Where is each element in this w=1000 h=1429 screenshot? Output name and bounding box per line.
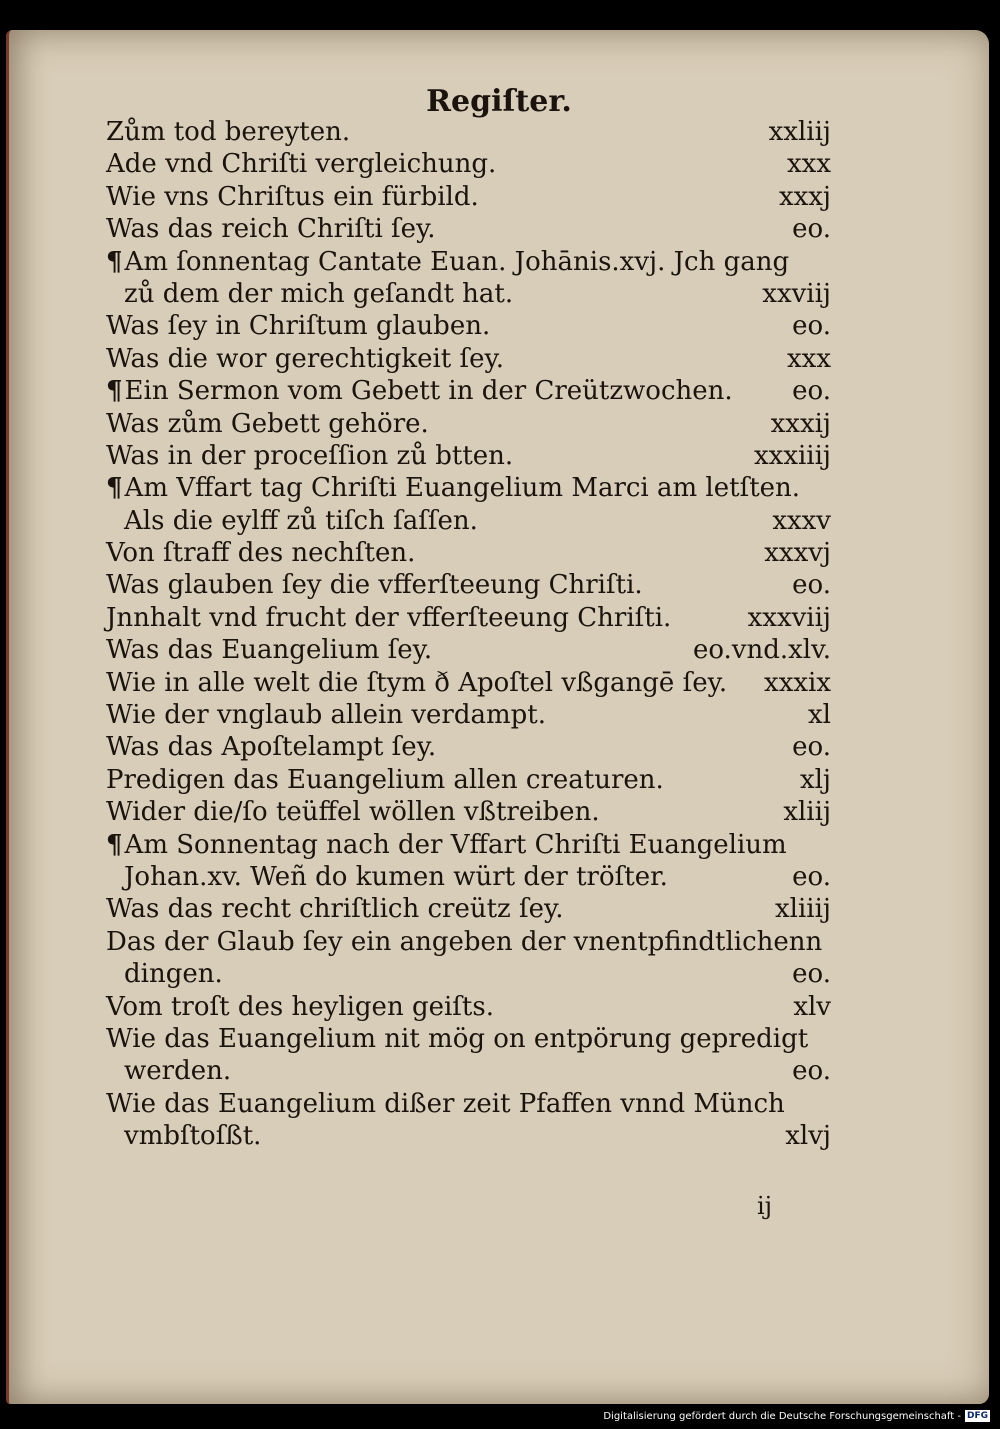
dfg-logo: DFG [966,1411,988,1421]
dfg-credit [603,1410,990,1422]
entry-text [106,765,664,795]
entry-page-ref: eo. [792,732,831,763]
entry-page-ref: xl [808,700,831,731]
entry-title: Jnnhalt vnd frucht der vfferſteeung Chriſti. [106,602,672,633]
register-entry [106,181,831,213]
entry-page-ref: eo.vnd.xlv. [692,635,831,666]
entry-text [106,603,671,633]
register-entry [106,602,831,634]
entry-page-ref: xxxj [778,181,831,212]
entry-title: Was in der proceſſion zů btten. [106,440,514,471]
register-list [106,116,831,1153]
book-page [6,30,989,1404]
entry-title: Was die wor gerechtigkeit ſey. [106,343,505,374]
entry-text [106,311,490,341]
entry-text [106,1056,231,1086]
register-entry [106,440,831,472]
entry-text [106,149,496,179]
entry-text [106,409,429,439]
register-entry [106,634,831,666]
entry-text [106,635,432,665]
register-entry [106,861,831,893]
register-entry [106,667,831,699]
entry-text [106,214,436,244]
entry-title: Ein Sermon vom Gebett in der Creützwochen. [124,376,733,407]
folio-signature: ij [757,1192,773,1220]
register-entry [106,343,831,375]
entry-page-ref: xxxiiij [754,440,831,471]
entry-title: Johan.xv. Weñ do kumen würt der tröſter. [124,861,668,892]
page-header: Regiſter. [426,84,572,119]
entry-page-ref: xxxij [770,408,831,439]
entry-title: Als die eylff zů tiſch ſaſſen. [124,505,478,536]
pilcrow-icon: ¶ [106,829,123,860]
register-entry [106,1023,831,1055]
entry-title: Was zům Gebett gehöre. [106,408,429,439]
register-entry [106,278,831,310]
entry-text [125,247,790,277]
register-entry [106,505,831,537]
entry-page-ref: eo. [792,311,831,342]
entry-page-ref: xlvj [785,1121,831,1152]
entry-page-ref: xxx [787,343,831,374]
entry-title: werden. [124,1056,232,1087]
register-entry [106,116,831,148]
register-entry [106,148,831,180]
entry-title: Wie in alle welt die ſtym ð Apoſtel vßgangē ſey. [106,667,728,698]
entry-title: Wie vns Chriſtus ein fürbild. [106,181,479,212]
entry-title: zů dem der mich geſandt hat. [124,278,514,309]
entry-text [106,862,668,892]
entry-text [106,797,600,827]
entry-text [106,506,478,536]
entry-title: Wie das Euangelium dißer zeit Pfaffen vnnd Münch [106,1088,785,1119]
entry-page-ref: eo. [792,570,831,601]
register-entry [106,1120,831,1152]
register-entry [106,958,831,990]
register-entry [106,893,831,925]
entry-text [106,538,415,568]
register-entry [106,213,831,245]
register-entry [106,472,831,504]
entry-text [106,1121,261,1151]
entry-title: Was ſey in Chriſtum glauben. [106,311,491,342]
register-entry [106,926,831,958]
pilcrow-icon: ¶ [106,246,123,277]
register-entry [106,246,831,278]
entry-text [106,570,643,600]
entry-page-ref: eo. [792,1056,831,1087]
entry-text [106,1089,785,1119]
entry-title: vmbſtoſßt. [124,1121,262,1152]
entry-page-ref: eo. [792,861,831,892]
entry-title: Vom troſt des heyligen geiſts. [106,991,494,1022]
entry-title: Von ſtraff des nechſten. [106,538,416,569]
entry-page-ref: xliiij [775,894,831,925]
register-entry [106,829,831,861]
register-entry [106,1088,831,1120]
entry-text [125,830,787,860]
entry-page-ref: xxxvj [764,538,831,569]
credit-text: Digitalisierung gefördert durch die Deutsche Forschungsgemeinschaft - [603,1410,961,1422]
entry-title: Was das Apoſtelampt ſey. [106,732,437,763]
entry-title: Am ſonnentag Cantate Euan. Johānis.xvj. Jch gang [124,246,790,277]
entry-text [106,732,436,762]
register-entry [106,699,831,731]
entry-text [125,473,801,503]
entry-title: Am Sonnentag nach der Vffart Chriſti Euangelium [124,829,787,860]
register-entry [106,991,831,1023]
entry-title: Das der Glaub ſey ein angeben der vnentpfindtlichenn [106,926,823,957]
entry-page-ref: xxx [787,149,831,180]
entry-text [106,117,350,147]
register-entry [106,1055,831,1087]
entry-title: Was glauben ſey die vfferſteeung Chriſti. [106,570,643,601]
entry-text [125,376,733,406]
entry-title: Predigen das Euangelium allen creaturen. [106,764,664,795]
entry-text [106,959,223,989]
register-entry [106,408,831,440]
entry-page-ref: xxxv [772,505,831,536]
entry-page-ref: xxviij [762,278,831,309]
entry-page-ref: xlj [799,764,831,795]
entry-page-ref: xxxix [764,667,831,698]
pilcrow-icon: ¶ [106,473,123,504]
entry-text [106,992,494,1022]
entry-text [106,894,564,924]
entry-title: Wie das Euangelium nit mög on entpörung gepredigt [106,1023,809,1054]
entry-page-ref: xxxviij [747,602,831,633]
entry-title: Was das reich Chriſti ſey. [106,214,436,245]
entry-title: Was das Euangelium ſey. [106,635,433,666]
entry-page-ref: xlv [793,991,831,1022]
entry-title: Ade vnd Chriſti vergleichung. [106,149,497,180]
entry-text [106,1024,808,1054]
entry-text [106,441,513,471]
entry-title: Wie der vnglaub allein verdampt. [106,700,547,731]
entry-text [106,927,822,957]
entry-text [106,182,479,212]
entry-page-ref: xxliij [768,117,831,147]
entry-page-ref: xliij [783,797,831,828]
entry-title: Wider die/ſo teüffel wöllen vßtreiben. [106,797,600,828]
register-entry [106,569,831,601]
entry-text [106,279,513,309]
register-entry [106,537,831,569]
entry-text [106,344,504,374]
register-entry [106,731,831,763]
entry-page-ref: eo. [792,214,831,245]
register-entry [106,375,831,407]
register-entry [106,796,831,828]
entry-title: Was das recht chriſtlich creütz ſey. [106,894,564,925]
entry-text [106,700,546,730]
entry-page-ref: eo. [792,959,831,990]
entry-text [106,668,727,698]
entry-title: Zům tod bereyten. [106,117,351,147]
entry-title: Am Vffart tag Chriſti Euangelium Marci am letſten. [124,473,801,504]
entry-page-ref: eo. [792,376,831,407]
pilcrow-icon: ¶ [106,376,123,407]
register-entry [106,764,831,796]
entry-title: dingen. [124,959,223,990]
register-entry [106,310,831,342]
